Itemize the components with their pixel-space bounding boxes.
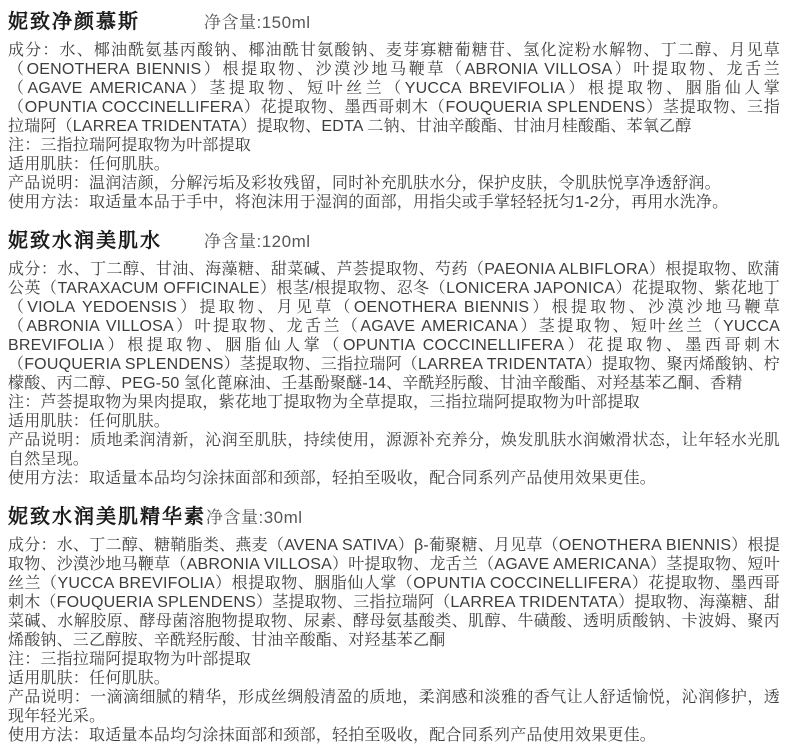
product-details	[8, 260, 780, 488]
net-content-label: 净含量:120ml	[204, 232, 311, 251]
net-content-label: 净含量:30ml	[206, 508, 303, 527]
product-header	[8, 5, 780, 34]
usage-paragraph: 使用方法：取适量本品均匀涂抹面部和颈部，轻拍至吸收，配合同系列产品使用效果更佳。	[8, 727, 657, 744]
product-name: 妮致净颜慕斯	[8, 11, 140, 33]
description-paragraph: 产品说明：温润洁颜，分解污垢及彩妆残留，同时补充肌肤水分，保护皮肤，令肌肤悦享净透舒润。	[8, 175, 721, 192]
product-section-hydrating-toner	[8, 224, 780, 488]
product-name: 妮致水润美肌水	[8, 230, 162, 252]
product-header	[8, 224, 780, 253]
product-details	[8, 41, 780, 212]
description-paragraph: 产品说明：质地柔润清新，沁润至肌肤，持续使用，源源补充养分，焕发肌肤水润嫩滑状态，让年轻水光肌自然呈现。	[8, 432, 780, 468]
product-header	[8, 500, 780, 529]
ingredients-paragraph: 成分：水、丁二醇、糖鞘脂类、燕麦（AVENA SATIVA）β-葡聚糖、月见草（OENOTHERA BIENNIS）根提取物、沙漠沙地马鞭草（ABRONIA VILLOSA）叶提取物、龙舌兰（AGAVE AMERICANA）茎提取物、短叶丝兰（YUCCA BREVIFOLIA）根提取物、胭脂仙人掌（OPUNTIA COCCINELLIFERA）花提取物、墨西哥刺木（FOUQUERIA SPLENDENS）茎提取物、三指拉瑞阿（LARREA TRIDENTATA）提取物、海藻糖、甜菜碱、水解胶原、酵母菌溶胞物提取物、尿素、酵母氨基酸类、肌醇、牛磺酸、透明质酸钠、卡波姆、聚丙烯酸钠、三乙醇胺、辛酰羟肟酸、甘油辛酸酯、对羟基苯乙酮	[8, 537, 780, 649]
note-paragraph: 注：三指拉瑞阿提取物为叶部提取	[8, 137, 252, 154]
skin-type-paragraph: 适用肌肤：任何肌肤。	[8, 670, 171, 687]
net-content-label: 净含量:150ml	[204, 13, 311, 32]
note-paragraph: 注：芦荟提取物为果肉提取，紫花地丁提取物为全草提取，三指拉瑞阿提取物为叶部提取	[8, 394, 640, 411]
skin-type-paragraph: 适用肌肤：任何肌肤。	[8, 156, 171, 173]
note-paragraph: 注：三指拉瑞阿提取物为叶部提取	[8, 651, 252, 668]
product-section-hydrating-essence	[8, 500, 780, 745]
product-name: 妮致水润美肌精华素	[8, 506, 206, 528]
description-paragraph: 产品说明：一滴滴细腻的精华，形成丝绸般清盈的质地，柔润感和淡雅的香气让人舒适愉悦，沁润修护，透现年轻光采。	[8, 689, 780, 725]
product-section-cleansing-mousse	[8, 5, 780, 212]
product-details	[8, 536, 780, 745]
usage-paragraph: 使用方法：取适量本品均匀涂抹面部和颈部，轻拍至吸收，配合同系列产品使用效果更佳。	[8, 470, 657, 487]
ingredients-paragraph: 成分：水、丁二醇、甘油、海藻糖、甜菜碱、芦荟提取物、芍药（PAEONIA ALBIFLORA）根提取物、欧蒲公英（TARAXACUM OFFICINALE）根茎/根提取物、忍冬（LONICERA JAPONICA）花提取物、紫花地丁（VIOLA YEDOENSIS）提取物、月见草（OENOTHERA BIENNIS）根提取物、沙漠沙地马鞭草（ABRONIA VILLOSA）叶提取物、龙舌兰（AGAVE AMERICANA）茎提取物、短叶丝兰（YUCCA BREVIFOLIA）根提取物、胭脂仙人掌（OPUNTIA COCCINELLIFERA）花提取物、墨西哥刺木（FOUQUERIA SPLENDENS）茎提取物、三指拉瑞阿（LARREA TRIDENTATA）提取物、聚丙烯酸钠、柠檬酸、丙二醇、PEG-50 氢化蓖麻油、壬基酚聚醚-14、辛酰羟肟酸、甘油辛酸酯、对羟基苯乙酮、香精	[8, 261, 780, 392]
skin-type-paragraph: 适用肌肤：任何肌肤。	[8, 413, 171, 430]
ingredients-paragraph: 成分：水、椰油酰氨基丙酸钠、椰油酰甘氨酸钠、麦芽寡糖葡糖苷、氢化淀粉水解物、丁二醇、月见草（OENOTHERA BIENNIS）根提取物、沙漠沙地马鞭草（ABRONIA VILLOSA）叶提取物、龙舌兰（AGAVE AMERICANA）茎提取物、短叶丝兰（YUCCA BREVIFOLIA）根提取物、胭脂仙人掌（OPUNTIA COCCINELLIFERA）花提取物、墨西哥刺木（FOUQUERIA SPLENDENS）茎提取物、三指拉瑞阿（LARREA TRIDENTATA）提取物、EDTA 二钠、甘油辛酸酯、甘油月桂酸酯、苯氧乙醇	[8, 42, 780, 135]
usage-paragraph: 使用方法：取适量本品于手中，将泡沫用于湿润的面部，用指尖或手掌轻轻抚匀1-2分，再用水洗净。	[8, 194, 729, 211]
